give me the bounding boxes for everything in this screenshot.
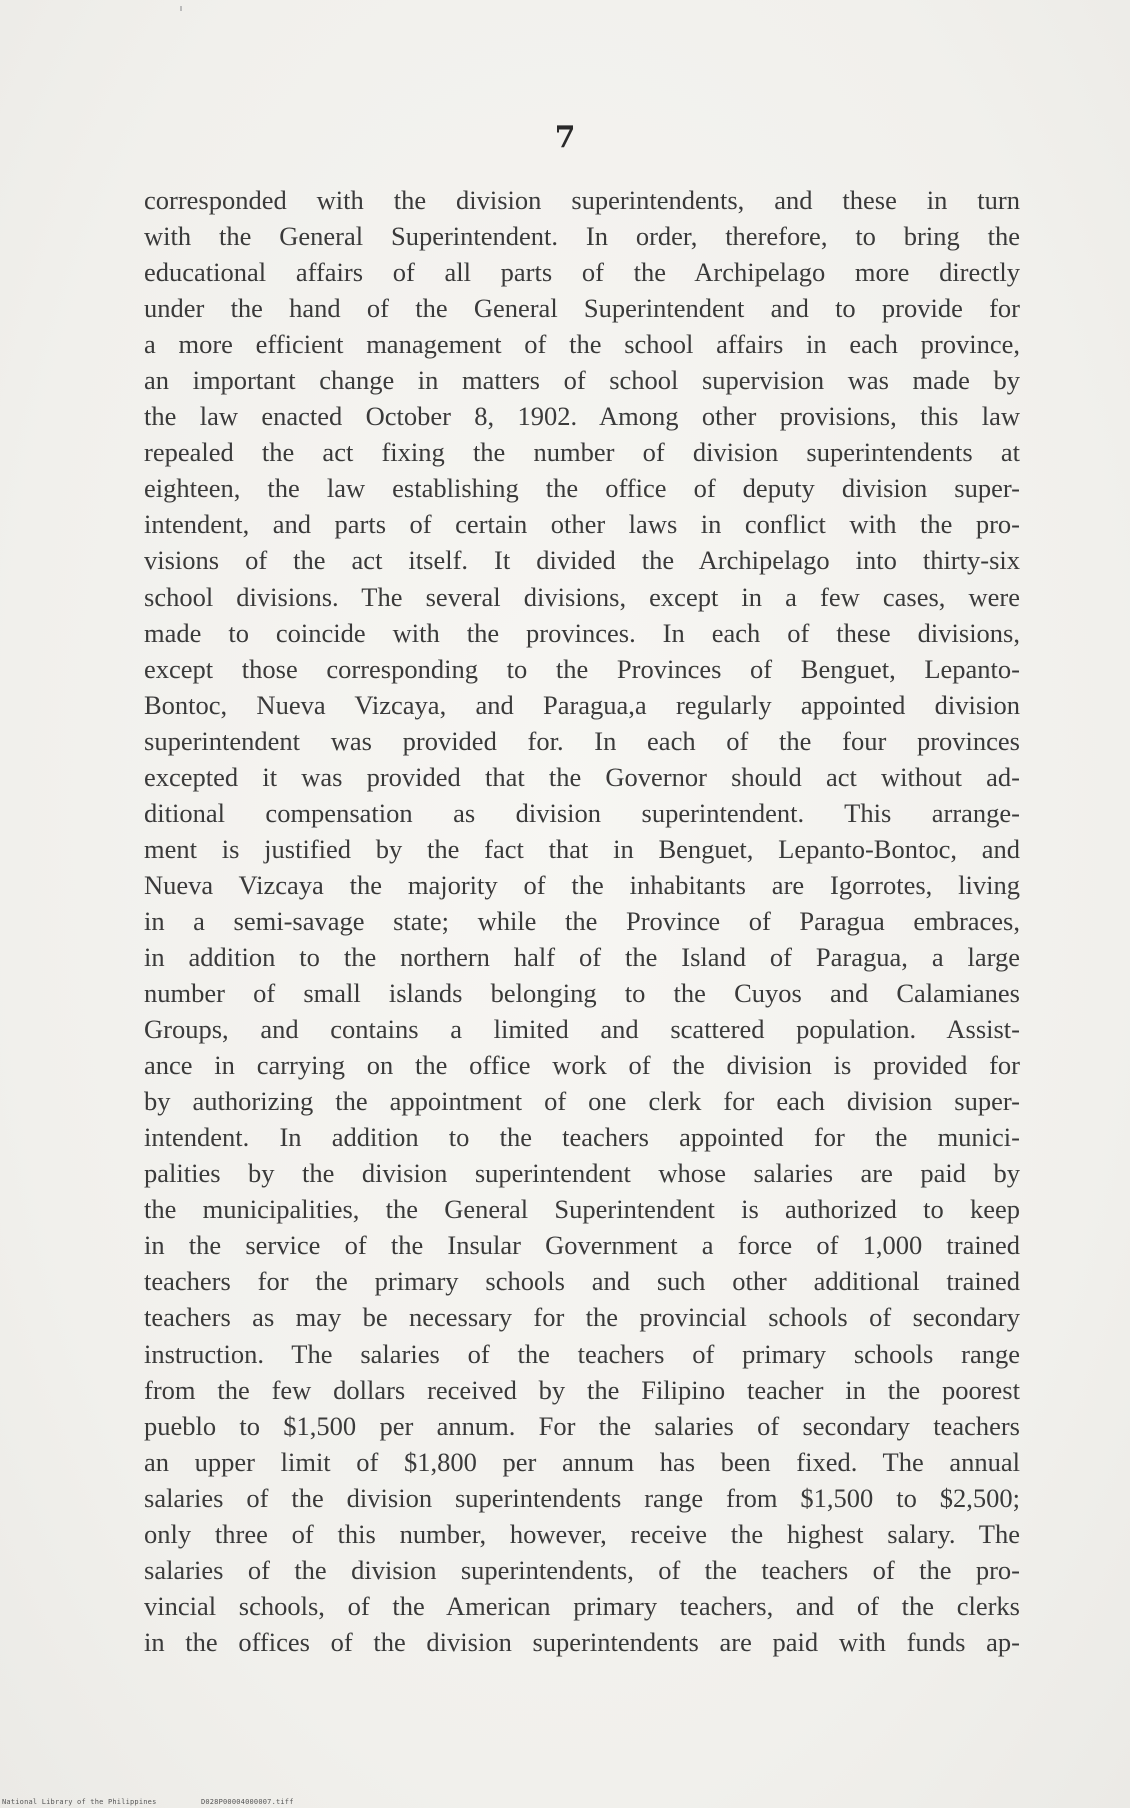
text-line: repealed the act fixing the number of division superintendents at [144,437,1020,468]
text-line: excepted it was provided that the Governor should act without ad- [144,761,1020,792]
text-line: intendent. In addition to the teachers appointed for the munici- [144,1122,1020,1153]
text-line: ment is justified by the fact that in Benguet, Lepanto-Bontoc, and [144,833,1020,864]
text-line: superintendent was provided for. In each of the four provinces [144,725,1020,756]
text-line: in the offices of the division superintendents are paid with funds ap- [144,1626,1020,1657]
text-line: from the few dollars received by the Filipino teacher in the poorest [144,1374,1020,1405]
text-line: the municipalities, the General Superintendent is authorized to keep [144,1194,1020,1225]
text-line: school divisions. The several divisions, except in a few cases, were [144,581,1020,612]
text-line: ditional compensation as division superintendent. This arrange- [144,797,1020,828]
text-line: instruction. The salaries of the teachers of primary schools range [144,1338,1020,1369]
text-line: teachers as may be necessary for the provincial schools of secondary [144,1302,1020,1333]
text-line: number of small islands belonging to the Cuyos and Calamianes [144,978,1020,1009]
file-name: D028P00004000007.tiff [200,1798,294,1806]
text-line: vincial schools, of the American primary teachers, and of the clerks [144,1590,1020,1621]
text-line: Groups, and contains a limited and scattered population. Assist- [144,1014,1020,1045]
text-line: educational affairs of all parts of the Archipelago more directly [144,257,1020,288]
text-line: ance in carrying on the office work of the division is provided for [144,1050,1020,1081]
text-line: an important change in matters of school supervision was made by [144,365,1020,396]
text-line: intendent, and parts of certain other laws in conflict with the pro- [144,509,1020,540]
text-line: with the General Superintendent. In order, therefore, to bring the [144,221,1020,252]
text-line: Nueva Vizcaya the majority of the inhabitants are Igorrotes, living [144,869,1020,900]
text-line: a more efficient management of the school affairs in each province, [144,329,1020,360]
scan-footer [2,1798,334,1806]
text-line: the law enacted October 8, 1902. Among other provisions, this law [144,401,1020,432]
text-line: made to coincide with the provinces. In each of these divisions, [144,617,1020,648]
page-number: 7 [554,120,576,155]
text-line: an upper limit of $1,800 per annum has been fixed. The annual [144,1446,1020,1477]
text-line: only three of this number, however, receive the highest salary. The [144,1518,1020,1549]
library-name: National Library of the Philippines [2,1798,157,1806]
text-line: Bontoc, Nueva Vizcaya, and Paragua,a regularly appointed division [144,689,1020,720]
text-line: salaries of the division superintendents range from $1,500 to $2,500; [144,1482,1020,1513]
text-line: in a semi-savage state; while the Province of Paragua embraces, [144,905,1020,936]
text-line: pueblo to $1,500 per annum. For the salaries of secondary teachers [144,1410,1020,1441]
body-text [144,182,1020,1660]
text-line: by authorizing the appointment of one clerk for each division super- [144,1086,1020,1117]
scan-speck [180,6,182,11]
text-line: under the hand of the General Superintendent and to provide for [144,293,1020,324]
text-line: palities by the division superintendent whose salaries are paid by [144,1158,1020,1189]
text-line: visions of the act itself. It divided the Archipelago into thirty-six [144,545,1020,576]
text-line: corresponded with the division superintendents, and these in turn [144,185,1020,215]
text-line: except those corresponding to the Provinces of Benguet, Lepanto- [144,653,1020,684]
text-line: in addition to the northern half of the Island of Paragua, a large [144,941,1020,972]
text-line: in the service of the Insular Government a force of 1,000 trained [144,1230,1020,1261]
text-line: teachers for the primary schools and such other additional trained [144,1266,1020,1297]
text-line: eighteen, the law establishing the office of deputy division super- [144,473,1020,504]
text-line: salaries of the division superintendents, of the teachers of the pro- [144,1554,1020,1585]
